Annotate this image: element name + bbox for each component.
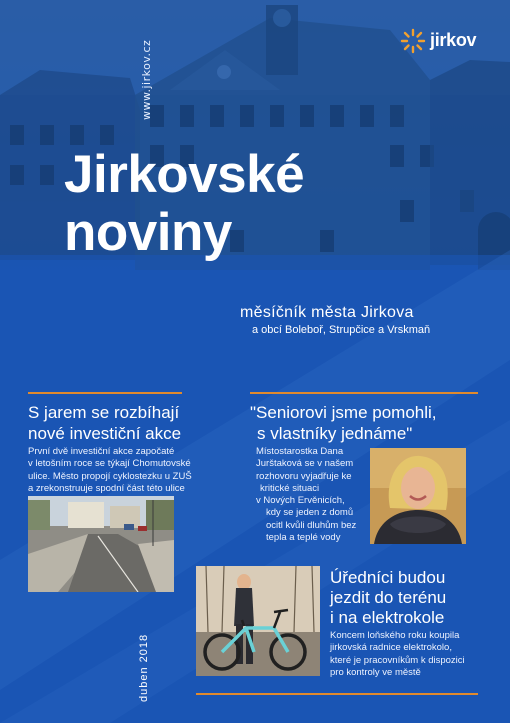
article-2-headline[interactable]: "Seniorovi jsme pomohli, s vlastníky jednáme" bbox=[250, 403, 437, 443]
divider-bottom bbox=[196, 693, 478, 695]
title-line-1: Jirkovské bbox=[64, 145, 305, 204]
portrait-photo-image bbox=[370, 448, 466, 544]
ebike-photo-image bbox=[196, 566, 320, 676]
newspaper-title bbox=[64, 146, 484, 262]
sun-logo-icon bbox=[400, 28, 426, 54]
article-1-perex: První dvě investiční akce započaté v letošním roce se týkají Chomutovské ulice. Město propojí cyklostezku u ZUŠ a zrekonstruuje spodní část této ulice bbox=[28, 446, 192, 494]
title-line-2: noviny bbox=[64, 203, 232, 262]
jirkov-logo bbox=[400, 28, 500, 54]
ebike-photo bbox=[196, 566, 320, 676]
article-3-perex: Koncem loňského roku koupila jirkovská radnice elektrokolo, které je pracovníkům k dispozici pro kontroly ve městě bbox=[330, 630, 465, 678]
portrait-photo bbox=[370, 448, 466, 544]
brand-name: jirkov bbox=[430, 30, 477, 50]
newspaper-subtitle bbox=[240, 303, 500, 338]
subtitle-line-1: měsíčník města Jirkova bbox=[240, 304, 414, 321]
street-photo-image bbox=[28, 496, 174, 592]
article-3-headline[interactable]: Úředníci budou jezdit do terénu i na elektrokole bbox=[330, 568, 447, 627]
article-2-perex: Místostarostka Dana Jurštaková se v našem rozhovoru vyjadřuje ke kritické situaci v Nových Ervěnicích, kdy se jeden z domů ocitl kvůli dluhům bez tepla a teplé vody bbox=[256, 446, 357, 544]
street-photo bbox=[28, 496, 174, 592]
issue-date: duben 2018 bbox=[138, 633, 150, 702]
website-url[interactable]: www.jirkov.cz bbox=[140, 39, 153, 120]
divider-left-top bbox=[28, 392, 182, 394]
divider-right-top bbox=[250, 392, 478, 394]
subtitle-line-2: a obcí Boleboř, Strupčice a Vrskmaň bbox=[252, 324, 431, 336]
article-1-headline[interactable]: S jarem se rozbíhají nové investiční akce bbox=[28, 403, 182, 443]
